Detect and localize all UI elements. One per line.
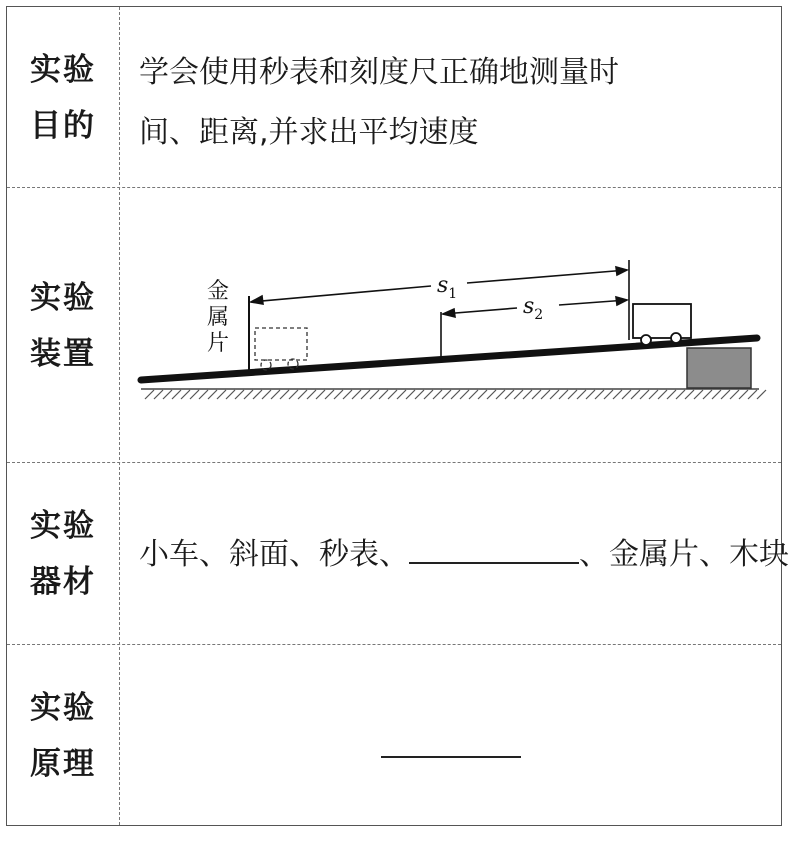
hatch-mark: [550, 390, 559, 399]
incline-plane: [141, 338, 757, 380]
hatch-mark: [721, 390, 730, 399]
incline-diagram: [119, 188, 781, 463]
hatch-mark: [424, 390, 433, 399]
hatch-mark: [253, 390, 262, 399]
hatch-mark: [442, 390, 451, 399]
hatch-mark: [397, 390, 406, 399]
hatch-mark: [658, 390, 667, 399]
label-line: 器材: [30, 564, 96, 600]
hatch-mark: [649, 390, 658, 399]
hatch-mark: [280, 390, 289, 399]
hatch-mark: [415, 390, 424, 399]
row-apparatus: [7, 188, 781, 463]
hatch-mark: [361, 390, 370, 399]
metal-char: 片: [207, 331, 230, 356]
hatch-mark: [343, 390, 352, 399]
hatch-mark: [208, 390, 217, 399]
hatch-mark: [667, 390, 676, 399]
materials-label: [7, 463, 119, 645]
row-purpose: [7, 7, 781, 188]
hatch-mark: [514, 390, 523, 399]
column-divider: [119, 7, 120, 825]
hatch-mark: [352, 390, 361, 399]
hatch-mark: [388, 390, 397, 399]
row-principle: [7, 645, 781, 827]
hatch-mark: [226, 390, 235, 399]
hatch-mark: [433, 390, 442, 399]
hatch-mark: [163, 390, 172, 399]
hatch-mark: [190, 390, 199, 399]
hatch-mark: [757, 390, 766, 399]
hatch-mark: [325, 390, 334, 399]
hatch-mark: [604, 390, 613, 399]
answer-blank[interactable]: [409, 532, 579, 564]
hatch-mark: [505, 390, 514, 399]
hatch-mark: [298, 390, 307, 399]
hatch-mark: [451, 390, 460, 399]
hatch-mark: [703, 390, 712, 399]
purpose-line-1: 学会使用秒表和刻度尺正确地测量时: [139, 55, 619, 90]
hatch-mark: [316, 390, 325, 399]
hatch-mark: [748, 390, 757, 399]
materials-after: 、金属片、木块: [579, 537, 789, 572]
hatch-mark: [334, 390, 343, 399]
metal-sheet-label: [207, 279, 229, 356]
label-line: 实验: [30, 508, 96, 544]
hatch-mark: [235, 390, 244, 399]
row-materials: [7, 463, 789, 645]
wood-block: [687, 348, 751, 388]
hatch-mark: [586, 390, 595, 399]
hatch-mark: [640, 390, 649, 399]
apparatus-label: [7, 188, 119, 463]
hatch-mark: [685, 390, 694, 399]
hatch-mark: [154, 390, 163, 399]
hatch-mark: [181, 390, 190, 399]
hatch-mark: [712, 390, 721, 399]
metal-char: 金: [207, 279, 230, 304]
hatch-mark: [730, 390, 739, 399]
hatch-mark: [622, 390, 631, 399]
hatch-mark: [613, 390, 622, 399]
hatch-mark: [370, 390, 379, 399]
hatch-mark: [478, 390, 487, 399]
hatch-mark: [271, 390, 280, 399]
hatch-mark: [307, 390, 316, 399]
materials-text: [139, 525, 789, 585]
hatch-mark: [145, 390, 154, 399]
hatch-mark: [289, 390, 298, 399]
dashed-cart: [255, 328, 307, 370]
hatch-mark: [217, 390, 226, 399]
materials-before: 小车、斜面、秒表、: [139, 537, 409, 572]
hatch-mark: [199, 390, 208, 399]
label-line: 实验: [30, 51, 96, 88]
purpose-line-2: 间、距离,并求出平均速度: [139, 115, 479, 150]
metal-char: 属: [207, 305, 230, 330]
hatch-mark: [541, 390, 550, 399]
hatch-mark: [496, 390, 505, 399]
hatch-mark: [577, 390, 586, 399]
hatch-mark: [487, 390, 496, 399]
experiment-table: [6, 6, 789, 826]
hatch-mark: [568, 390, 577, 399]
hatch-mark: [676, 390, 685, 399]
hatch-mark: [694, 390, 703, 399]
label-line: 实验: [30, 690, 96, 726]
hatch-mark: [469, 390, 478, 399]
hatch-mark: [532, 390, 541, 399]
hatch-mark: [262, 390, 271, 399]
hatch-mark: [244, 390, 253, 399]
label-line: 装置: [30, 335, 96, 372]
hatch-mark: [631, 390, 640, 399]
cart: [633, 304, 691, 345]
principle-blank[interactable]: [381, 756, 521, 758]
s1-label: $s_1$: [437, 273, 458, 302]
label-line: 实验: [30, 279, 96, 316]
purpose-text: [139, 43, 767, 163]
label-line: 目的: [30, 107, 96, 144]
purpose-label: [7, 7, 119, 188]
principle-label: [7, 645, 119, 827]
s2-label: $s_2$: [523, 294, 544, 323]
label-line: 原理: [30, 746, 96, 782]
hatch-mark: [523, 390, 532, 399]
hatch-mark: [595, 390, 604, 399]
hatch-mark: [406, 390, 415, 399]
hatch-mark: [172, 390, 181, 399]
hatch-mark: [739, 390, 748, 399]
hatch-mark: [460, 390, 469, 399]
hatch-mark: [379, 390, 388, 399]
hatch-mark: [559, 390, 568, 399]
